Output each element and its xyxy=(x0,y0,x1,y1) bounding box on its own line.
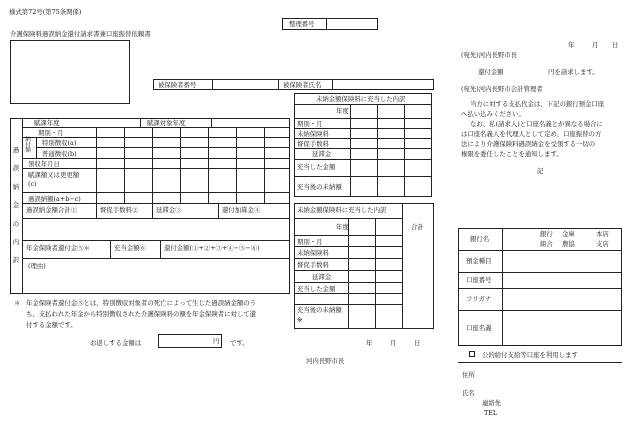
bank-type-6: 支店 xyxy=(596,240,609,248)
ordinary-collection-label: 普通徴収(b) xyxy=(42,150,77,158)
delay-label: 延滞金③ xyxy=(156,206,182,214)
alloc-top-allocated: 充当した金額 xyxy=(297,163,336,171)
ki-mark: 記 xyxy=(537,167,544,175)
reason-label: (理由) xyxy=(28,262,46,270)
request-line: へ払い込みください。 xyxy=(461,110,525,118)
target-year-label: 賦課対象年度 xyxy=(147,119,186,127)
bank-type-1: 銀行 xyxy=(540,230,553,238)
form-title: 介護保険料過誤納金還付請求書兼口座振替依頼書 xyxy=(10,30,151,38)
footnote-line: 年金保険者還付金⑤とは、特別徴収対象者の死亡によって生じた過誤納金額のう xyxy=(26,299,257,307)
deposit-type-label: 預金種目 xyxy=(466,257,492,265)
revised-amount-label: 賦課額又は更更額 xyxy=(28,171,80,179)
bank-name-label: 銀行名 xyxy=(470,235,490,243)
revised-amount-c: (c) xyxy=(28,180,37,188)
amount-prefix: お返しする金額は xyxy=(90,339,142,347)
address-to-accountant: (宛先)河内長野市会計管理者 xyxy=(461,85,543,93)
insured-no-label: 被保険者番号 xyxy=(158,81,197,89)
allocation-bottom-title: 未納金額保険料に充当した内訳 xyxy=(297,206,387,214)
alloc-bottom-period: 期別・月 xyxy=(297,238,323,246)
refund-amount-box xyxy=(160,240,290,259)
total-column xyxy=(402,203,434,329)
request-line: 法により介護保険料過誤納金を受領する一切の xyxy=(461,140,596,148)
alloc-bottom-year: 年度 xyxy=(336,223,349,231)
amount-suffix: です。 xyxy=(230,339,249,347)
surcharge-label: 督促手数料② xyxy=(100,206,139,214)
claim-prefix: 還付金額 xyxy=(478,68,504,76)
reg-no-label: 整理番号 xyxy=(289,20,315,28)
alloc-bottom-unpaid: 未納保険料 xyxy=(297,249,329,257)
insured-name-label-box xyxy=(278,79,333,90)
refund-amount-label: 還付金額(①+②+③+④−⑤−⑥) xyxy=(164,244,260,252)
insured-name-field[interactable] xyxy=(332,79,434,90)
request-line: 権限を委任したことを通知します。 xyxy=(461,150,563,158)
applicant-name-label: 氏名 xyxy=(462,389,475,397)
bank-type-4: 組合 xyxy=(540,240,553,248)
year-label: 賦課年度 xyxy=(34,119,60,127)
date-day: 日 xyxy=(612,41,619,49)
allocated-label: 充当金額⑥ xyxy=(114,244,146,252)
request-line: は口座名義人を代理人として定め、口座振替の方 xyxy=(461,130,602,138)
period-label: 期別・月 xyxy=(38,129,64,137)
style-number: 様式第72号(第75条関係) xyxy=(9,8,82,16)
receipt-date-label: 領収年月日 xyxy=(28,160,60,168)
alloc-top-delay: 延滞金 xyxy=(312,150,332,158)
alloc-top-unpaid: 未納保険料 xyxy=(297,130,329,138)
stamp-box xyxy=(10,40,130,104)
alloc-top-surcharge: 督促手数料 xyxy=(297,140,329,148)
reg-no-label-box xyxy=(282,18,327,30)
target-year-box xyxy=(140,118,212,128)
bank-type-5: 農協 xyxy=(562,240,575,248)
insured-name-label: 被保険者氏名 xyxy=(283,81,322,89)
amount-box[interactable] xyxy=(158,334,222,348)
tel-label: TEL xyxy=(484,409,498,417)
alloc-top-remaining: 充当後の未納額 xyxy=(297,183,342,191)
alloc-bottom-surcharge: 督促手数料 xyxy=(297,261,329,269)
total-overpaid-label: 過誤納金額合計① xyxy=(26,206,78,214)
alloc-total-label: 合計 xyxy=(411,223,424,231)
paid-label: 納付額 xyxy=(25,137,31,155)
pension-refund-label: 年金保険者還付金⑤＊ xyxy=(26,244,90,252)
footnote-line: ち、支払われた年金から特別徴収された介護保険料の額を年金保険者に対して還 xyxy=(26,310,257,318)
reg-no-field[interactable] xyxy=(326,18,378,30)
public-account-label: 公的給付支給等口座を利用します xyxy=(482,351,578,359)
alloc-bottom-delay: 延滞金 xyxy=(312,273,332,281)
overpaid-label: 過誤納額(a+b−c) xyxy=(28,195,81,203)
account-holder-label: 口座名義 xyxy=(466,324,492,332)
bottom-date-year: 年 xyxy=(366,339,373,347)
side-label: 過 誤 納 金 の 内 訳 xyxy=(12,146,20,265)
amount-yen: 円 xyxy=(213,337,220,345)
issuer: 河内長野市長 xyxy=(306,357,345,365)
bank-type-3: 本店 xyxy=(596,230,609,238)
special-collection-label: 特別徴収(a) xyxy=(42,139,77,147)
contact-label: 連絡先 xyxy=(482,399,502,407)
public-account-checkbox[interactable] xyxy=(469,351,475,357)
address-to-mayor: (宛先)河内長野市長 xyxy=(461,51,518,59)
alloc-bottom-remaining: 充当後の未納額 xyxy=(297,306,342,314)
alloc-top-period: 期別・月 xyxy=(297,120,323,128)
account-no-label: 口座番号 xyxy=(466,276,492,284)
footnote-mark: ＊ xyxy=(14,299,21,307)
date-month: 月 xyxy=(592,41,599,49)
bottom-date-day: 日 xyxy=(414,339,421,347)
allocation-top-title: 未納金額保険料に充当した内訳 xyxy=(316,95,406,103)
insured-no-field[interactable] xyxy=(212,79,279,90)
bottom-date-month: 月 xyxy=(390,339,397,347)
alloc-top-year: 年度 xyxy=(336,107,349,115)
date-year: 年 xyxy=(568,41,575,49)
insured-no-label-box xyxy=(153,79,213,90)
refund-add-label: 還付加算金④ xyxy=(222,206,261,214)
request-line: なお、私(請求人)と口座名義とが異なる場合に xyxy=(470,120,603,128)
alloc-bottom-allocated: 充当した金額 xyxy=(297,285,336,293)
request-line: 当方に対する支払代金は、下記の銀行預金口座 xyxy=(470,100,605,108)
claim-suffix: 円を請求します。 xyxy=(548,68,599,76)
bank-type-2: 金庫 xyxy=(562,230,575,238)
alloc-bottom-note: ※ xyxy=(297,316,303,324)
applicant-address-label: 住所 xyxy=(462,371,475,379)
footnote-line: 付する金額です。 xyxy=(26,321,77,329)
furigana-label: フリガナ xyxy=(466,295,492,303)
